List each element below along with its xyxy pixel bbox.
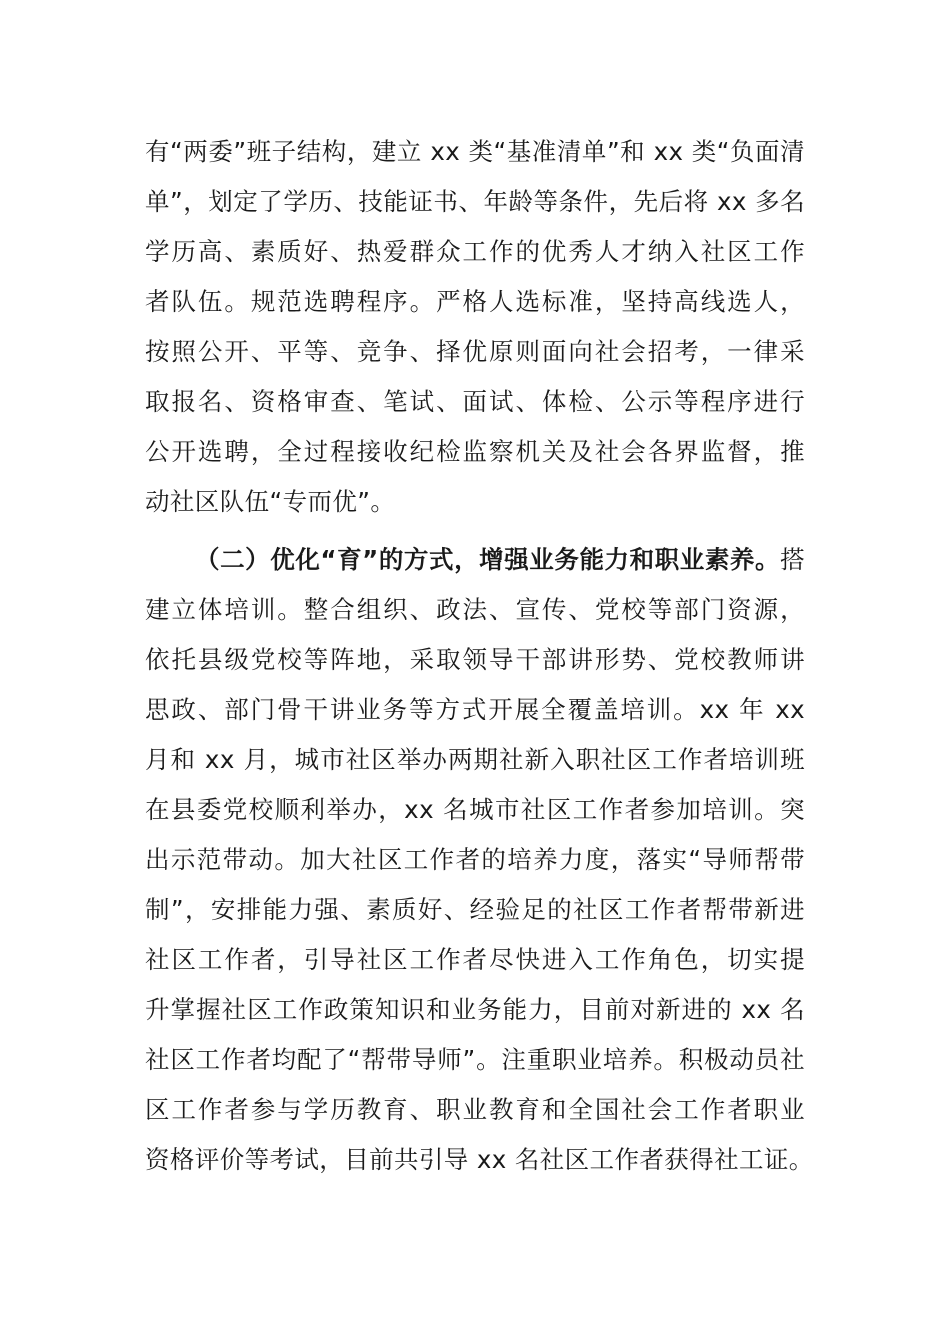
section-heading-line [145, 535, 805, 585]
paragraph-line: 取报名、资格审查、笔试、面试、体检、公示等程序进行 [145, 387, 805, 416]
paragraph-line: 依托县级党校等阵地，采取领导干部讲形势、党校教师讲 [145, 645, 805, 674]
paragraph-line: 区工作者参与学历教育、职业教育和全国社会工作者职业 [145, 1095, 805, 1124]
paragraph-line: 资格评价等考试，目前共引导 xx 名社区工作者获得社工证。 [145, 1145, 814, 1174]
paragraph-line: 建立体培训。整合组织、政法、宣传、党校等部门资源， [145, 595, 805, 624]
paragraph-line: 月和 xx 月，城市社区举办两期社新入职社区工作者培训班 [145, 745, 805, 774]
paragraph-line: 公开选聘，全过程接收纪检监察机关及社会各界监督，推 [145, 437, 805, 466]
paragraph-line: 思政、部门骨干讲业务等方式开展全覆盖培训。xx 年 xx [145, 695, 805, 724]
paragraph-talent-selection [145, 127, 805, 527]
heading-line-continuation: 搭 [780, 545, 805, 574]
paragraph-training [145, 535, 814, 1185]
section-heading: （二）优化“育”的方式，增强业务能力和职业素养。 [195, 545, 781, 574]
paragraph-line: 学历高、素质好、热爱群众工作的优秀人才纳入社区工作 [145, 237, 805, 266]
paragraph-line: 社区工作者，引导社区工作者尽快进入工作角色，切实提 [145, 945, 805, 974]
paragraph-line: 动社区队伍“专而优”。 [145, 487, 396, 516]
paragraph-line: 社区工作者均配了“帮带导师”。注重职业培养。积极动员社 [145, 1045, 805, 1074]
paragraph-line: 者队伍。规范选聘程序。严格人选标准，坚持高线选人， [145, 287, 805, 316]
paragraph-line: 单”，划定了学历、技能证书、年龄等条件，先后将 xx 多名 [145, 187, 805, 216]
paragraph-line: 在县委党校顺利举办，xx 名城市社区工作者参加培训。突 [145, 795, 805, 824]
paragraph-line: 制”，安排能力强、素质好、经验足的社区工作者帮带新进 [145, 895, 805, 924]
paragraph-line: 有“两委”班子结构，建立 xx 类“基准清单”和 xx 类“负面清 [145, 137, 805, 166]
paragraph-line: 按照公开、平等、竞争、择优原则面向社会招考，一律采 [145, 337, 805, 366]
paragraph-line: 升掌握社区工作政策知识和业务能力，目前对新进的 xx 名 [145, 995, 805, 1024]
paragraph-line: 出示范带动。加大社区工作者的培养力度，落实“导师帮带 [145, 845, 805, 874]
